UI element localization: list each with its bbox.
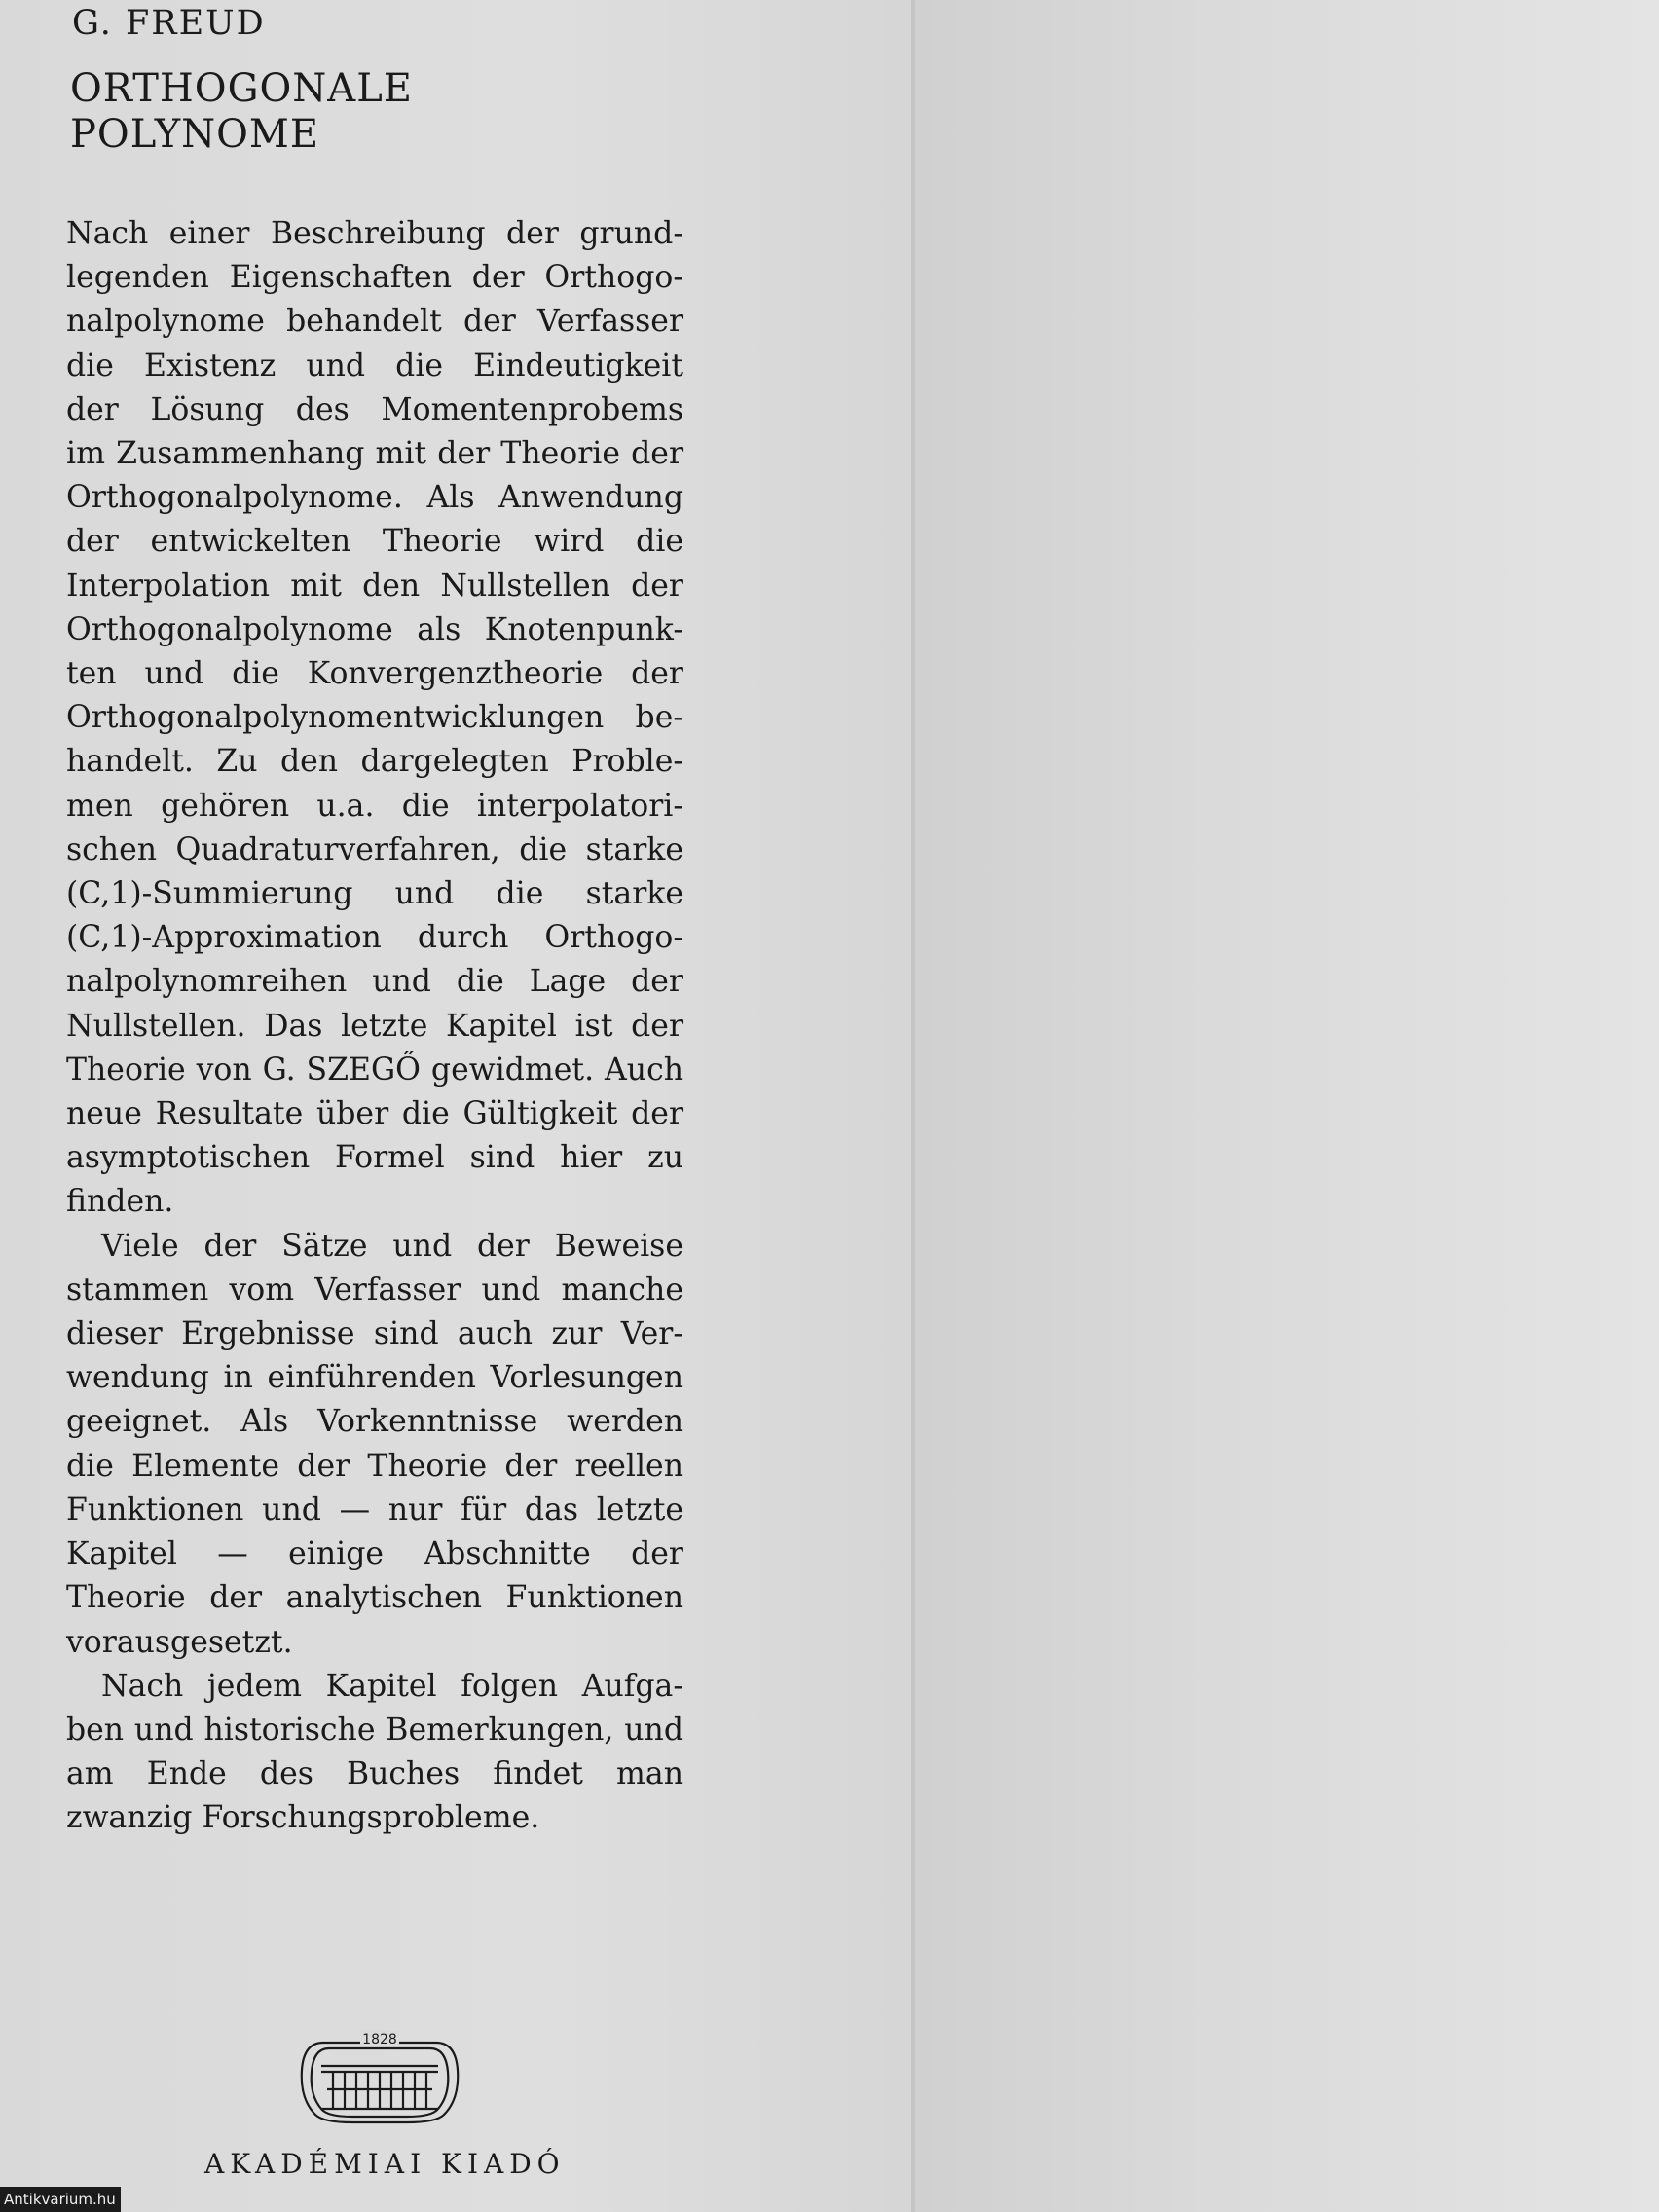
text-line: zwanzig Forschungsprobleme. <box>66 1800 540 1836</box>
title-line: ORTHOGONALE <box>70 66 413 111</box>
text-line: stammen vom Verfasser und manche <box>66 1272 683 1308</box>
text-line: wendung in einführenden Vorlesungen <box>66 1360 683 1396</box>
publisher-name: AKADÉMIAI KIADÓ <box>204 2148 566 2180</box>
text-line: neue Resultate über die Gültigkeit der <box>66 1096 683 1132</box>
logo-year: 1828 <box>362 2032 397 2047</box>
text-line: Nullstellen. Das letzte Kapitel ist der <box>66 1008 683 1044</box>
text-line: geeignet. Als Vorkenntnisse werden <box>66 1404 683 1440</box>
right-page <box>915 0 1659 2212</box>
author-name: G. FREUD <box>72 4 266 43</box>
text-line: men gehören u.a. die interpolatori- <box>66 788 683 824</box>
text-line: Kapitel — einige Abschnitte der <box>66 1536 683 1572</box>
text-line: (C,1)-Summierung und die starke <box>66 876 683 912</box>
book-title <box>70 66 413 158</box>
text-line: Theorie der analytischen Funktionen <box>66 1580 683 1616</box>
text-line: der entwickelten Theorie wird die <box>66 524 683 560</box>
text-line: nalpolynomreihen und die Lage der <box>66 964 683 1000</box>
text-line: asymptotischen Formel sind hier zu <box>66 1140 683 1176</box>
text-line: vorausgesetzt. <box>66 1624 293 1660</box>
text-line: Orthogonalpolynome als Knotenpunk- <box>66 611 683 647</box>
text-line: handelt. Zu den dargelegten Proble- <box>66 744 683 780</box>
text-line: Orthogonalpolynome. Als Anwendung <box>66 480 683 516</box>
text-line: am Ende des Buches findet man <box>66 1756 683 1792</box>
paragraph <box>66 1225 683 1665</box>
text-line: die Elemente der Theorie der reellen <box>66 1448 683 1484</box>
text-line: Funktionen und — nur für das letzte <box>66 1492 683 1528</box>
text-line: nalpolynome behandelt der Verfasser <box>66 304 683 340</box>
text-line: im Zusammenhang mit der Theorie der <box>66 436 683 472</box>
text-line: Viele der Sätze und der Beweise <box>101 1228 683 1264</box>
paragraph <box>66 1665 683 1841</box>
text-line: Orthogonalpolynomentwicklungen be- <box>66 700 683 736</box>
text-line: Nach jedem Kapitel folgen Aufga- <box>101 1668 683 1704</box>
watermark: Antikvarium.hu <box>0 2187 121 2212</box>
text-line: Interpolation mit den Nullstellen der <box>66 568 683 604</box>
text-line: ben und historische Bemerkungen, und <box>66 1712 683 1748</box>
text-line: legenden Eigenschaften der Orthogo- <box>66 260 683 296</box>
building-icon <box>302 2043 458 2122</box>
text-line: der Lösung des Momentenprobems <box>66 391 683 427</box>
text-line: dieser Ergebnisse sind auch zur Ver- <box>66 1316 683 1352</box>
text-line: finden. <box>66 1184 174 1220</box>
text-line: (C,1)-Approximation durch Orthogo- <box>66 920 683 956</box>
text-line: die Existenz und die Eindeutigkeit <box>66 348 683 384</box>
text-line: schen Quadraturverfahren, die starke <box>66 831 683 867</box>
title-line: POLYNOME <box>70 112 320 158</box>
text-line: ten und die Konvergenztheorie der <box>66 656 683 692</box>
blurb-text <box>66 212 683 1841</box>
paragraph <box>66 212 683 1225</box>
text-line: Theorie von G. SZEGŐ gewidmet. Auch <box>66 1051 683 1088</box>
publisher-logo <box>294 2031 465 2126</box>
text-line: Nach einer Beschreibung der grund- <box>66 216 683 251</box>
